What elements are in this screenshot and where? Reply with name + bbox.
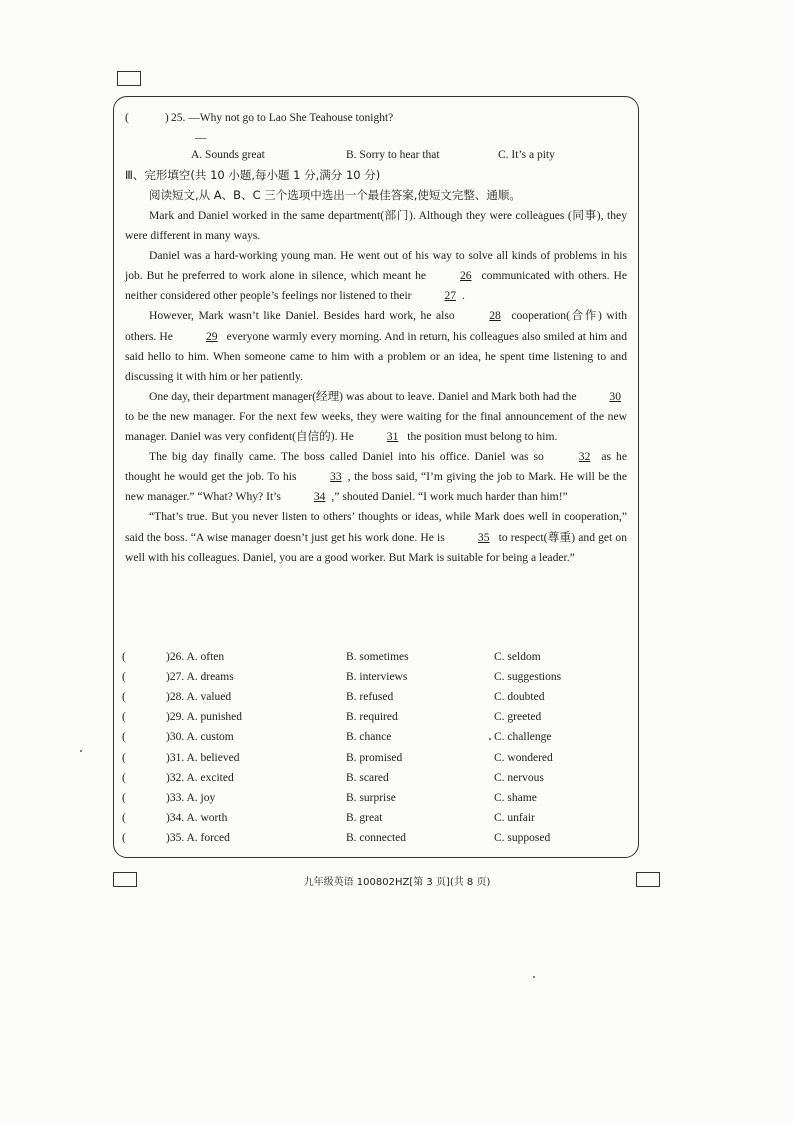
choice-c[interactable]: C. unfair xyxy=(494,811,535,824)
choice-a[interactable]: )28. A. valued xyxy=(166,691,232,704)
passage-text: Daniel was a hard-working young man. He went out of his way to solve all kinds of problems in his job. But he preferred to work alone in silence, which meant he xyxy=(125,249,627,283)
reply-dash: — xyxy=(195,132,207,144)
blank-31[interactable]: 31 xyxy=(386,430,399,444)
section-heading: Ⅲ、完形填空(共 10 小题,每小题 1 分,满分 10 分) xyxy=(125,168,381,182)
passage-text: , the boss said, “I’m giving the job to Mark. He will be the new manager.” “What? Why? It’s xyxy=(125,470,627,504)
passage-text: the position must belong to him. xyxy=(404,430,558,444)
choice-a[interactable]: )33. A. joy xyxy=(166,791,216,804)
choice-a[interactable]: )35. A. forced xyxy=(166,831,230,844)
choice-a[interactable]: )34. A. worth xyxy=(166,811,228,824)
choice-c[interactable]: C. supposed xyxy=(494,831,551,844)
passage-text: as he thought he would get the job. To his xyxy=(125,450,627,484)
blank-27[interactable]: 27 xyxy=(444,289,457,303)
question-stem: 25. —Why not go to Lao She Teahouse tonight? xyxy=(171,112,394,124)
option-b[interactable]: B. Sorry to hear that xyxy=(346,149,440,161)
answer-paren[interactable]: ( xyxy=(122,671,126,684)
section-instruction: 阅读短文,从 A、B、C 三个选项中选出一个最佳答案,使短文完整、通顺。 xyxy=(149,188,521,202)
cloze-passage xyxy=(125,206,627,568)
option-c[interactable]: C. It’s a pity xyxy=(498,149,555,161)
passage-paragraph xyxy=(125,447,627,507)
answer-paren[interactable]: ( xyxy=(122,691,126,704)
blank-28[interactable]: 28 xyxy=(489,309,501,323)
blank-29[interactable]: 29 xyxy=(205,329,218,343)
passage-text: The big day finally came. The boss called Daniel into his office. Daniel was so xyxy=(149,450,549,464)
passage-text: One day, their department manager(经理) was about to leave. Daniel and Mark both had the xyxy=(149,389,580,403)
choice-b[interactable]: B. great xyxy=(346,811,383,824)
choice-a[interactable]: )27. A. dreams xyxy=(166,671,234,684)
section-header xyxy=(125,165,630,205)
passage-paragraph xyxy=(125,206,627,246)
passage-text: However, Mark wasn’t like Daniel. Besides hard work, he also xyxy=(149,309,460,323)
answer-paren[interactable]: ( xyxy=(122,831,126,844)
choice-b[interactable]: B. refused xyxy=(346,691,394,704)
choice-row xyxy=(122,707,632,727)
choice-c[interactable]: C. shame xyxy=(494,791,537,804)
blank-30[interactable]: 30 xyxy=(609,389,621,403)
choice-c[interactable]: C. greeted xyxy=(494,711,542,724)
passage-text: cooperation(合作) with others. He xyxy=(125,309,628,343)
choice-a[interactable]: )29. A. punished xyxy=(166,711,243,724)
choice-row xyxy=(122,747,632,767)
page-footer: 九年级英语 100802HZ[第 3 页](共 8 页) xyxy=(303,877,491,888)
passage-paragraph xyxy=(125,507,627,567)
blank-33[interactable]: 33 xyxy=(330,470,342,484)
choice-c[interactable]: C. nervous xyxy=(494,771,544,784)
choice-c[interactable]: C. wondered xyxy=(494,751,553,764)
choice-a[interactable]: )32. A. excited xyxy=(166,771,234,784)
passage-text: to respect(尊重) and get on well with his colleagues. Daniel, you are a good worker. But Mark is suitable for being a leader.” xyxy=(125,530,627,564)
speck xyxy=(80,750,82,752)
choice-row xyxy=(122,768,632,788)
corner-mark-top-left xyxy=(117,71,141,86)
answer-paren[interactable]: ( ) xyxy=(125,112,169,124)
choice-b[interactable]: B. required xyxy=(346,711,398,724)
passage-text: . xyxy=(462,289,465,303)
choice-b[interactable]: B. sometimes xyxy=(346,651,409,664)
answer-paren[interactable]: ( xyxy=(122,731,126,744)
passage-paragraph xyxy=(125,306,627,386)
answer-paren[interactable]: ( xyxy=(122,751,126,764)
choice-c[interactable]: C. challenge xyxy=(494,731,552,744)
passage-text: “That’s true. But you never listen to others’ thoughts or ideas, while Mark does well in cooperation,” said the boss. “A wise manager doesn’t just get his work done. He is xyxy=(125,510,627,544)
blank-34[interactable]: 34 xyxy=(313,490,326,504)
answer-paren[interactable]: ( xyxy=(122,791,126,804)
choice-b[interactable]: B. surprise xyxy=(346,791,396,804)
answer-paren[interactable]: ( xyxy=(122,651,126,664)
speck xyxy=(533,976,535,978)
question-25 xyxy=(125,108,625,165)
blank-26[interactable]: 26 xyxy=(459,269,472,283)
option-a[interactable]: A. Sounds great xyxy=(191,149,265,161)
choice-b[interactable]: B. scared xyxy=(346,771,389,784)
choice-row xyxy=(122,687,632,707)
speck xyxy=(489,738,491,740)
choice-list xyxy=(122,647,632,848)
choice-a[interactable]: )26. A. often xyxy=(166,651,225,664)
choice-b[interactable]: B. interviews xyxy=(346,671,408,684)
choice-row xyxy=(122,788,632,808)
choice-row xyxy=(122,647,632,667)
passage-text: Mark and Daniel worked in the same department(部门). Although they were colleagues (同事), they were different in many ways. xyxy=(125,209,627,243)
choice-row xyxy=(122,667,632,687)
choice-c[interactable]: C. doubted xyxy=(494,691,545,704)
choice-b[interactable]: B. promised xyxy=(346,751,403,764)
choice-a[interactable]: )31. A. believed xyxy=(166,751,240,764)
passage-text: everyone warmly every morning. And in return, his colleagues also smiled at him and said hello to him. When someone came to him with a problem or an idea, he spent time listening to and discussing it with him or her patiently. xyxy=(125,329,627,383)
choice-c[interactable]: C. suggestions xyxy=(494,671,562,684)
choice-b[interactable]: B. connected xyxy=(346,831,407,844)
passage-text: communicated with others. He neither considered other people’s feelings nor listened to their xyxy=(125,269,627,303)
choice-row xyxy=(122,727,632,747)
passage-paragraph xyxy=(125,387,627,447)
choice-c[interactable]: C. seldom xyxy=(494,651,541,664)
passage-text: ,” shouted Daniel. “I work much harder than him!” xyxy=(331,490,568,504)
choice-b[interactable]: B. chance xyxy=(346,731,392,744)
answer-paren[interactable]: ( xyxy=(122,771,126,784)
passage-paragraph xyxy=(125,246,627,306)
blank-35[interactable]: 35 xyxy=(477,530,490,544)
passage-text: to be the new manager. For the next few weeks, they were waiting for the final announcement of the new manager. Daniel was very confident(自信的). He xyxy=(125,409,627,444)
answer-paren[interactable]: ( xyxy=(122,811,126,824)
answer-paren[interactable]: ( xyxy=(122,711,126,724)
choice-row xyxy=(122,808,632,828)
blank-32[interactable]: 32 xyxy=(578,450,591,464)
choice-a[interactable]: )30. A. custom xyxy=(166,731,234,744)
choice-row xyxy=(122,828,632,848)
